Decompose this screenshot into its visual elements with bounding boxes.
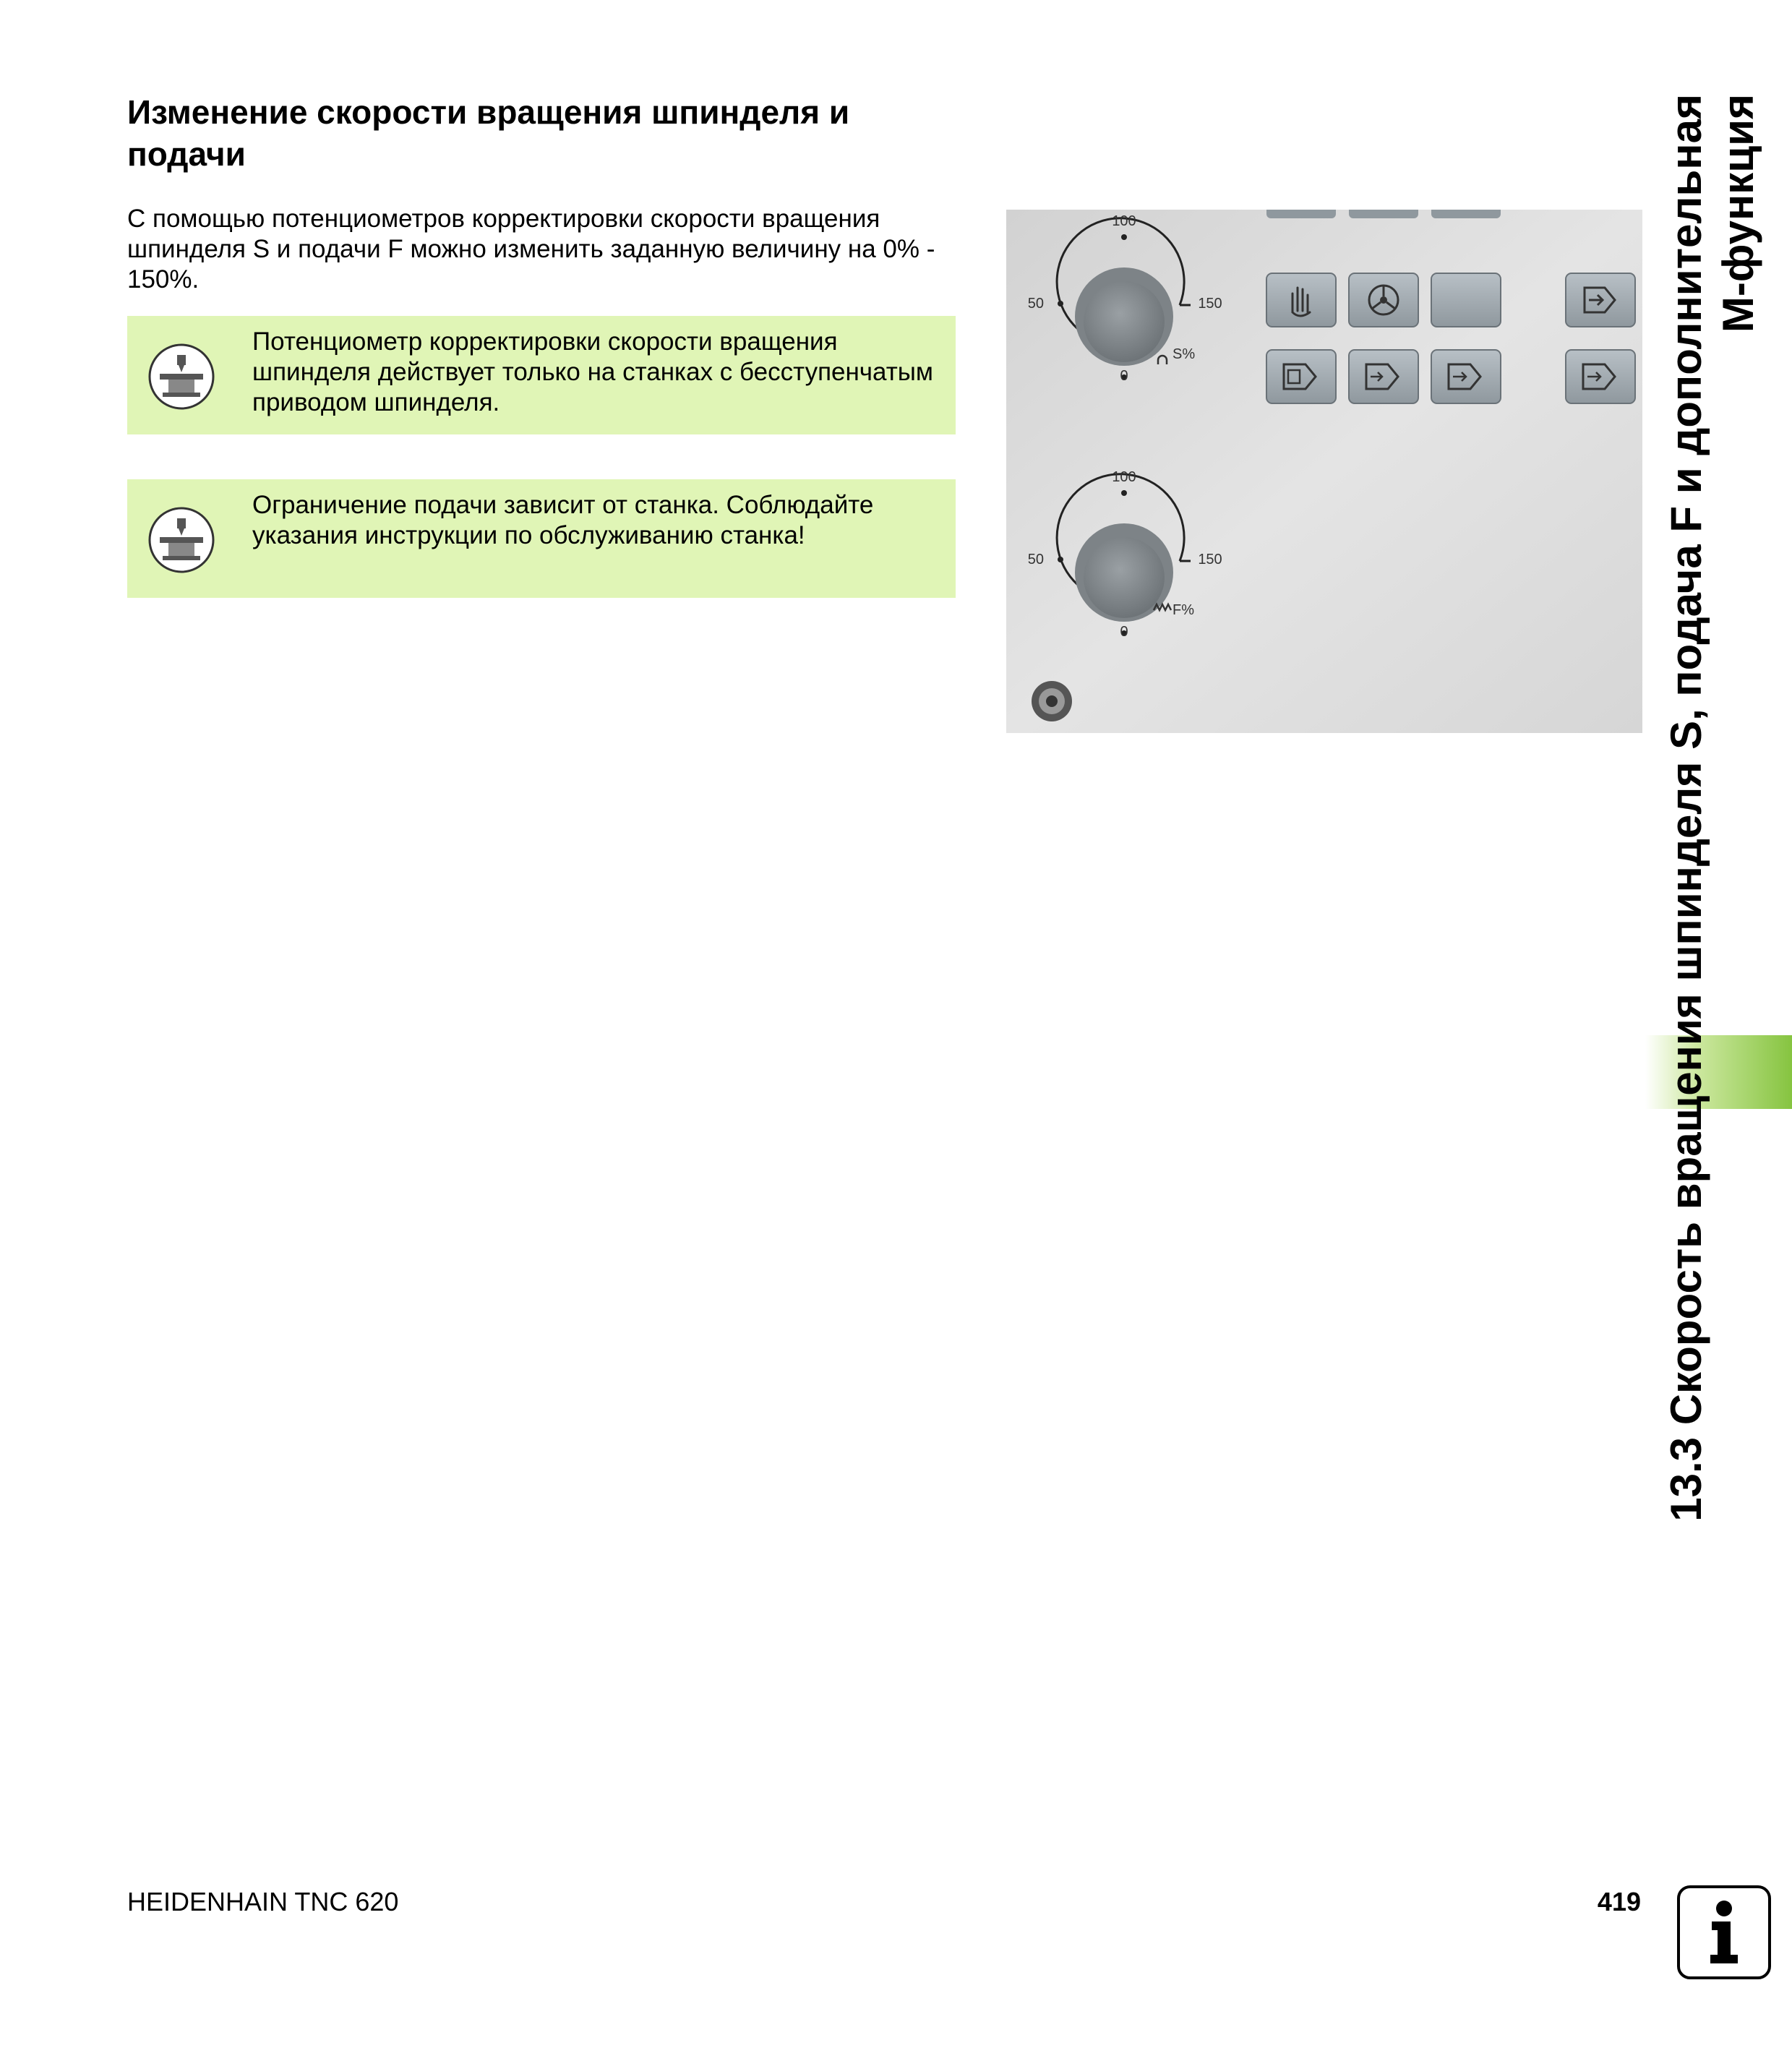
info-icon — [1677, 1885, 1771, 1979]
feed-caption: F% — [1172, 602, 1194, 618]
feed-label-right: 150 — [1198, 552, 1222, 567]
intro-paragraph: С помощью потенциометров корректировки скорости вращения шпинделя S и подачи F можно изменить заданную величину на 0% - 150%. — [127, 205, 935, 294]
footer-product: HEIDENHAIN TNC 620 — [127, 1887, 399, 1916]
blank-button[interactable] — [1431, 273, 1501, 327]
spindle-label-right: 150 — [1198, 296, 1222, 312]
note-box — [127, 479, 956, 598]
chapter-title-line2: М-функция — [1714, 94, 1762, 333]
program-edit-button[interactable] — [1431, 350, 1501, 403]
machine-control-panel — [1006, 210, 1642, 733]
manual-mode-button[interactable] — [1266, 273, 1336, 327]
note-text: Потенциометр корректировки скорости вращения шпинделя действует только на станках с бесступенчатым приводом шпинделя. — [252, 327, 933, 416]
spindle-caption: S% — [1172, 346, 1196, 362]
program-run-full-button[interactable] — [1349, 350, 1418, 403]
program-run-single-button[interactable] — [1266, 350, 1336, 403]
program-test-button[interactable] — [1566, 350, 1635, 403]
spindle-label-bottom: 0 — [1120, 368, 1128, 384]
page-number: 419 — [1597, 1887, 1641, 1916]
machine-tool-icon — [147, 342, 216, 411]
feed-label-left: 50 — [1027, 552, 1044, 567]
note-box — [127, 316, 956, 434]
chapter-side-title — [1660, 94, 1765, 1684]
feed-label-top: 100 — [1112, 469, 1136, 485]
spindle-label-left: 50 — [1027, 296, 1044, 312]
chapter-title-line1: 13.3 Скорость вращения шпинделя S, подача F и дополнительная — [1662, 94, 1710, 1522]
note-text: Ограничение подачи зависит от станка. Соблюдайте указания инструкции по обслуживанию станка! — [252, 491, 874, 549]
feed-label-bottom: 0 — [1120, 624, 1128, 640]
handwheel-mode-button[interactable] — [1349, 273, 1418, 327]
spindle-label-top: 100 — [1112, 213, 1136, 229]
machine-tool-icon — [147, 505, 216, 575]
section-heading: Изменение скорости вращения шпинделя и подачи — [127, 93, 850, 173]
positioning-mdi-button[interactable] — [1566, 273, 1635, 327]
panel-socket — [1032, 681, 1072, 721]
